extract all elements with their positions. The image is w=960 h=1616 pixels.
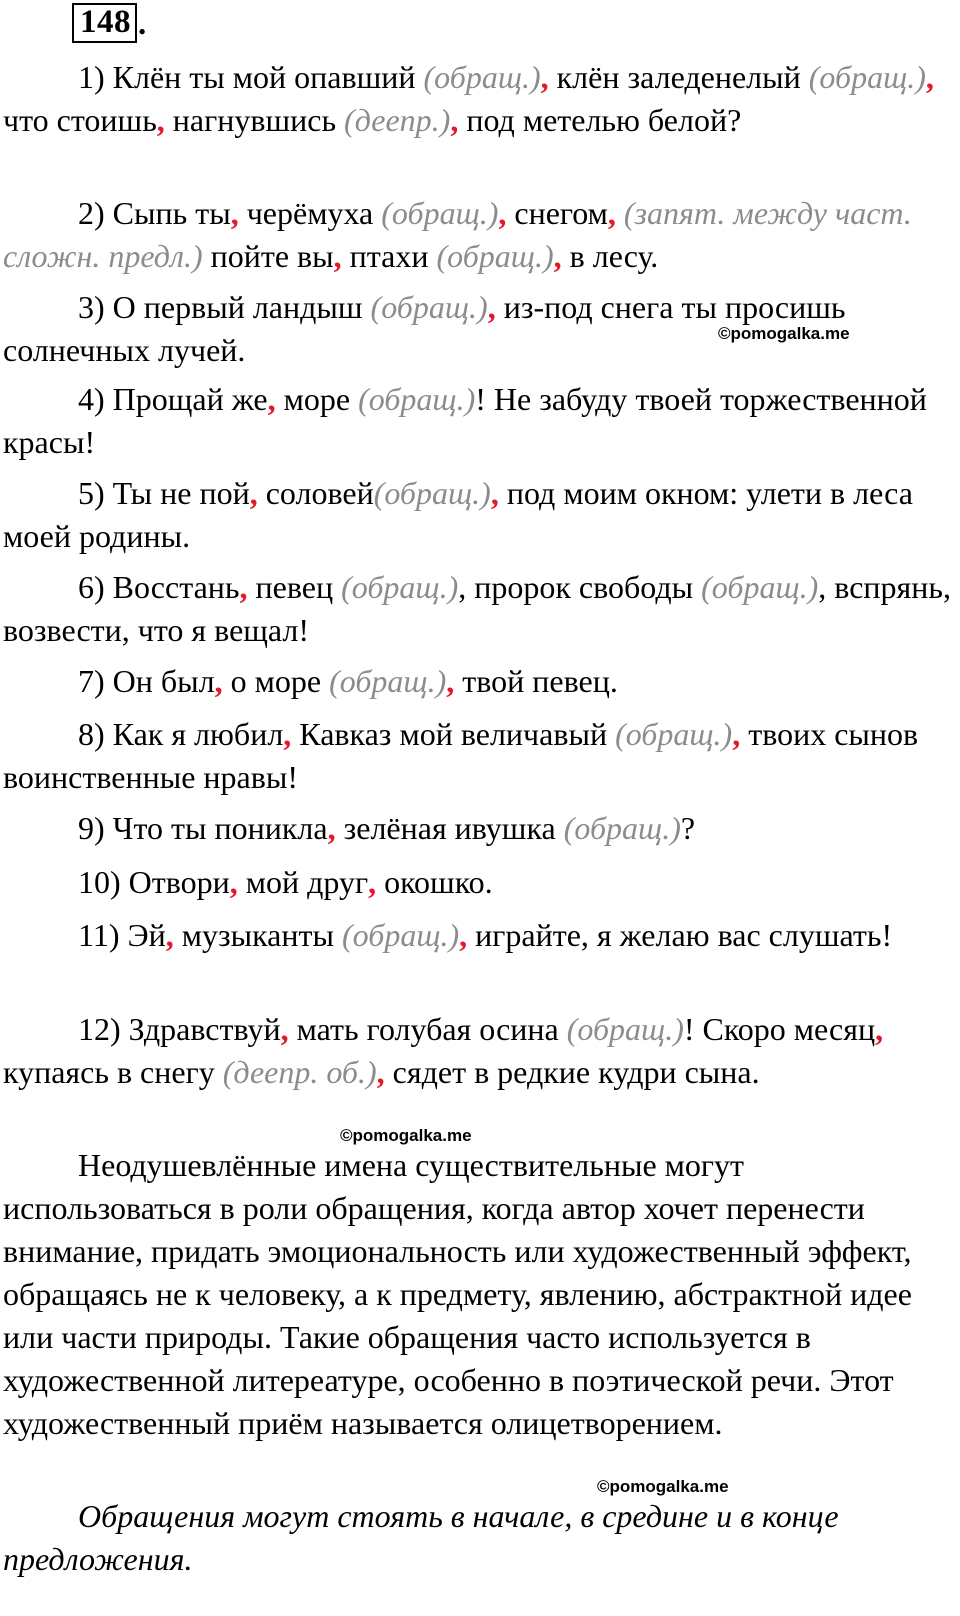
punctuation-comma: , [280, 1011, 289, 1047]
punctuation-comma: , [239, 569, 248, 605]
sentence-9: 9) Что ты поникла, зелёная ивушка (обращ.)? [78, 810, 696, 846]
annotation: (обращ.) [563, 810, 681, 846]
punctuation-comma: , [230, 195, 239, 231]
annotation: (запят. между част. сложн. предл.) [3, 195, 912, 274]
annotation: (обращ.) [381, 195, 499, 231]
sentence-7: 7) Он был, о море (обращ.), твой певец. [78, 663, 618, 699]
punctuation-comma: , [229, 864, 238, 900]
punctuation-comma: , [459, 917, 468, 953]
watermark: ©pomogalka.me [597, 1477, 729, 1496]
annotation: (деепр. об.) [222, 1054, 377, 1090]
punctuation-comma: , [875, 1011, 884, 1047]
punctuation-comma: , [540, 59, 549, 95]
annotation: (деепр.) [344, 102, 451, 138]
punctuation-comma: , [925, 59, 934, 95]
sentence-11: 11) Эй, музыканты (обращ.), играйте, я желаю вас слушать! [78, 917, 893, 953]
exercise-number: 148 . [72, 3, 146, 43]
sentence-3: 3) О первый ландыш (обращ.), из-под снега ты просишь солнечных лучей. [3, 289, 846, 368]
sentence-5: 5) Ты не пой, соловей(обращ.), под моим окном: улети в леса моей родины. [3, 475, 913, 554]
annotation: (обращ.) [358, 381, 476, 417]
sentence-10: 10) Отвори, мой друг, окошко. [78, 864, 493, 900]
watermark: ©pomogalka.me [718, 324, 850, 343]
watermark: ©pomogalka.me [340, 1126, 472, 1145]
annotation: (обращ.) [329, 663, 447, 699]
annotation: (обращ.) [436, 238, 554, 274]
punctuation-comma: , [498, 195, 507, 231]
punctuation-comma: , [327, 810, 336, 846]
annotation: (обращ.) [701, 569, 819, 605]
punctuation-comma: , [446, 663, 455, 699]
punctuation-comma: , [450, 102, 459, 138]
annotation: (обращ.) [341, 917, 460, 953]
sentence-4: 4) Прощай же, море (обращ.)! Не забуду твоей торжественной красы! [3, 381, 927, 460]
explanation-paragraph: Неодушевлённые имена существительные могут использоваться в роли обращения, когда автор хочет перенести внимание, придать эмоциональность или художественный эффект, обращаясь не к человеку, а к предмету, явлению, абстрактной идее или части природы. Такие обращения часто используется в художественной литереатуре, особенно в поэтической речи. Этот художественный приём называется олицетворением. [3, 1147, 912, 1441]
annotation: (обращ.) [615, 716, 733, 752]
sentence-12: 12) Здравствуй, мать голубая осина (обращ.)! Скоро месяц, купаясь в снегу (деепр. об.), сядет в редкие кудри сына. [3, 1011, 884, 1090]
punctuation-comma: , [487, 289, 496, 325]
conclusion-paragraph: Обращения могут стоять в начале, в средине и в конце предложения. [3, 1498, 839, 1577]
punctuation-comma: , [732, 716, 741, 752]
punctuation-comma: , [165, 917, 174, 953]
punctuation-comma: , [214, 663, 223, 699]
annotation: (обращ.) [341, 569, 459, 605]
exercise-number-box: 148 [72, 3, 137, 43]
sentence-1: 1) Клён ты мой опавший (обращ.), клён заледенелый (обращ.), что стоишь, нагнувшись (деепр.), под метелью белой? [3, 59, 934, 138]
punctuation-comma: , [376, 1054, 385, 1090]
punctuation-comma: , [283, 716, 292, 752]
punctuation-comma: , [553, 238, 562, 274]
punctuation-comma: , [156, 102, 165, 138]
annotation: (обращ.) [370, 289, 488, 325]
sentence-2: 2) Сыпь ты, черёмуха (обращ.), снегом, (запят. между част. сложн. предл.) пойте вы, птахи (обращ.), в лесу. [3, 195, 912, 274]
punctuation-comma: , [267, 381, 276, 417]
punctuation-comma: , [368, 864, 377, 900]
annotation: (обращ.) [423, 59, 541, 95]
sentence-8: 8) Как я любил, Кавказ мой величавый (обращ.), твоих сынов воинственные нравы! [3, 716, 919, 795]
punctuation-comma: , [607, 195, 616, 231]
annotation: (обращ.) [808, 59, 926, 95]
punctuation-comma: , [490, 475, 499, 511]
annotation: (обращ.) [373, 475, 491, 511]
annotation: (обращ.) [566, 1011, 684, 1047]
sentence-6: 6) Восстань, певец (обращ.), пророк свободы (обращ.), вспрянь, возвести, что я вещал! [3, 569, 951, 648]
punctuation-comma: , [249, 475, 258, 511]
punctuation-comma: , [333, 238, 342, 274]
